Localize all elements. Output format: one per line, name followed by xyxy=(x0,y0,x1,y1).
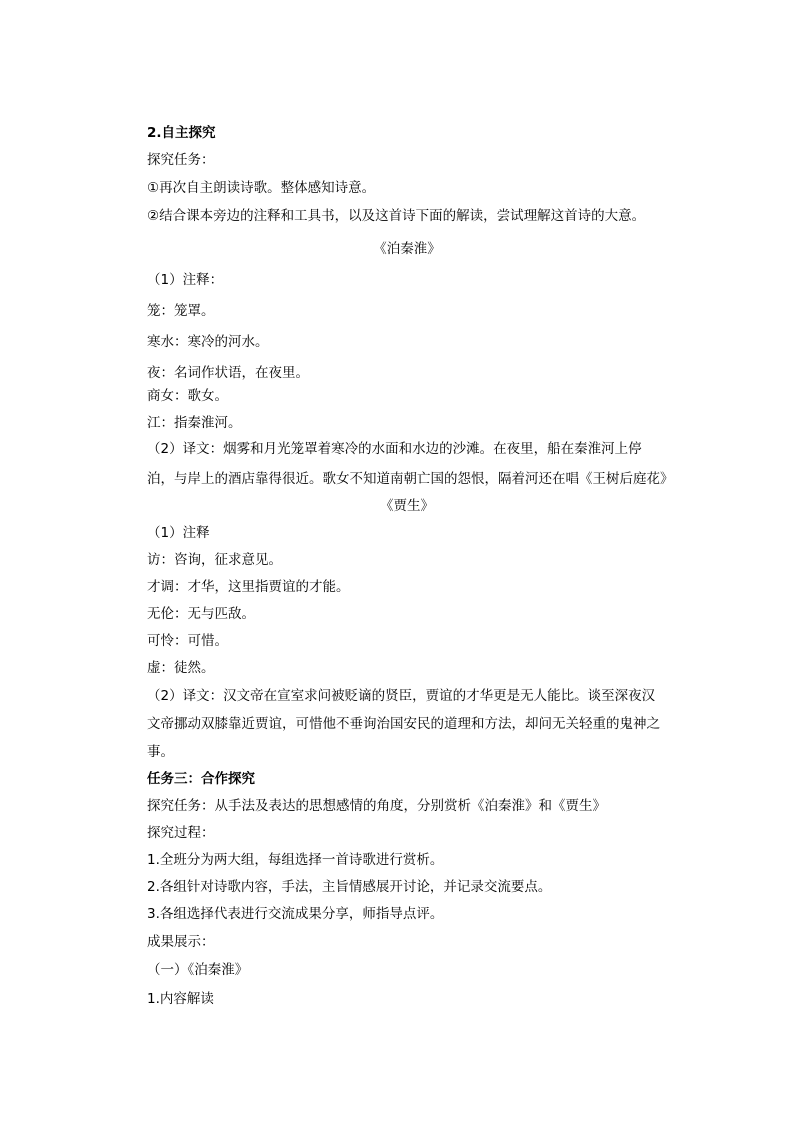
poem-title: 《泊秦淮》 xyxy=(373,241,441,257)
translation-line: 泊，与岸上的酒店靠得很近。歌女不知道南朝亡国的怨恨，隔着河还在唱《王树后庭花》 xyxy=(147,471,674,487)
poem-title: 《贾生》 xyxy=(380,498,434,514)
section-heading: 2.自主探究 xyxy=(147,125,216,141)
task3-task: 探究任务：从手法及表达的思想感情的角度，分别赏析《泊秦淮》和《贾生》 xyxy=(147,798,606,814)
translation-line: （2）译文：汉文帝在宣室求问被贬谪的贤臣，贾谊的才华更是无人能比。谈至深夜汉 xyxy=(147,688,656,704)
note-item: 无伦：无与匹敌。 xyxy=(147,606,255,622)
content-reading: 1.内容解读 xyxy=(147,991,214,1007)
note-item: 可怜：可惜。 xyxy=(147,633,228,649)
results-label: 成果展示： xyxy=(147,934,215,950)
process-step: 2.各组针对诗歌内容，手法，主旨情感展开讨论，并记录交流要点。 xyxy=(147,879,552,895)
translation-line: 文帝挪动双膝靠近贾谊，可惜他不垂询治国安民的道理和方法，却问无关轻重的鬼神之 xyxy=(147,716,660,732)
results-subheading: （一）《泊秦淮》 xyxy=(147,962,249,978)
note-item: 才调：才华，这里指贾谊的才能。 xyxy=(147,579,350,595)
note-item: 笼：笼罩。 xyxy=(147,303,215,319)
note-item: 虚：徒然。 xyxy=(147,660,215,676)
note-item: 访：咨询，征求意见。 xyxy=(147,552,282,568)
process-step: 3.各组选择代表进行交流成果分享，师指导点评。 xyxy=(147,906,444,922)
task-label: 探究任务： xyxy=(147,152,215,168)
translation-line: （2）译文：烟雾和月光笼罩着寒冷的水面和水边的沙滩。在夜里，船在秦淮河上停 xyxy=(147,441,642,457)
notes-heading: （1）注释： xyxy=(147,272,224,288)
note-item: 商女：歌女。 xyxy=(147,388,228,404)
notes-heading: （1）注释 xyxy=(147,525,210,541)
task-item: ②结合课本旁边的注释和工具书，以及这首诗下面的解读，尝试理解这首诗的大意。 xyxy=(147,208,646,224)
note-item: 夜：名词作状语，在夜里。 xyxy=(147,365,309,381)
note-item: 江：指秦淮河。 xyxy=(147,415,242,431)
process-step: 1.全班分为两大组，每组选择一首诗歌进行赏析。 xyxy=(147,852,444,868)
process-label: 探究过程： xyxy=(147,825,215,841)
note-item: 寒水：寒冷的河水。 xyxy=(147,334,269,350)
task-item: ①再次自主朗读诗歌。整体感知诗意。 xyxy=(147,180,376,196)
task3-heading: 任务三：合作探究 xyxy=(147,771,255,787)
translation-line: 事。 xyxy=(147,744,174,760)
